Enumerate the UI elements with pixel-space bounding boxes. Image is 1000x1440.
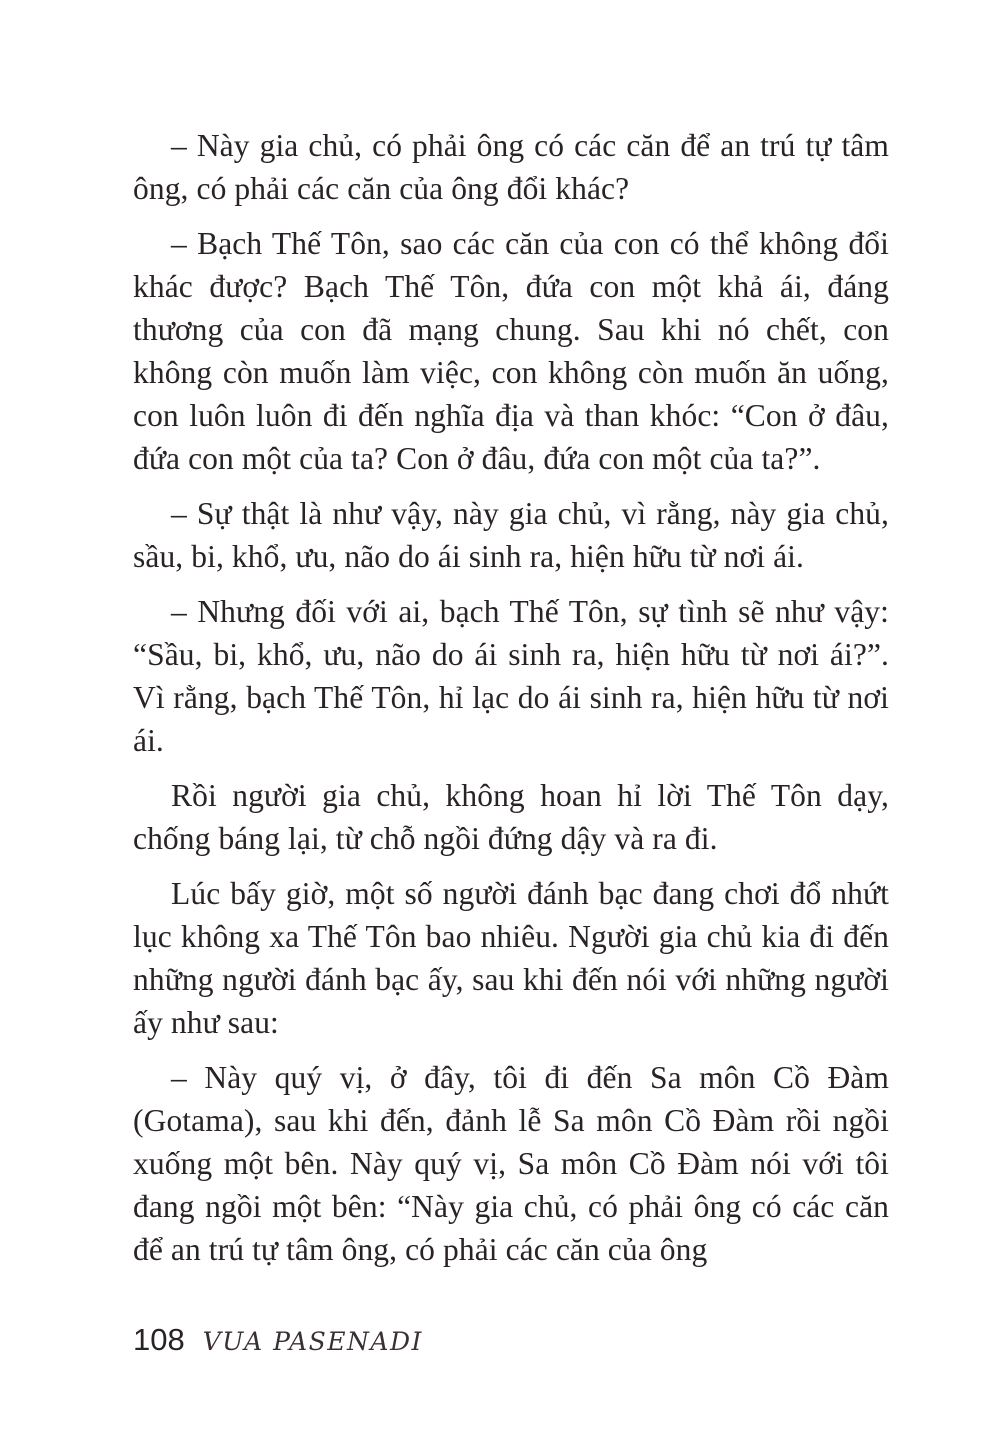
running-title: VUA PASENADI [202,1327,423,1356]
paragraph-4: – Nhưng đối với ai, bạch Thế Tôn, sự tình sẽ như vậy: “Sầu, bi, khổ, ưu, não do ái sinh ra, hiện hữu từ nơi ái?”. Vì rằng, bạch Thế Tôn, hỉ lạc do ái sinh ra, hiện hữu từ nơi ái. [133,594,889,758]
paragraph-3: – Sự thật là như vậy, này gia chủ, vì rằng, này gia chủ, sầu, bi, khổ, ưu, não do ái sinh ra, hiện hữu từ nơi ái. [133,496,889,574]
paragraph-7: – Này quý vị, ở đây, tôi đi đến Sa môn Cồ Đàm (Gotama), sau khi đến, đảnh lễ Sa môn Cồ Đàm rồi ngồi xuống một bên. Này quý vị, Sa môn Cồ Đàm nói với tôi đang ngồi một bên: “Này gia chủ, có phải ông có các căn để an trú tự tâm ông, có phải các căn của ông [133,1060,889,1267]
paragraph-5: Rồi người gia chủ, không hoan hỉ lời Thế Tôn dạy, chống báng lại, từ chỗ ngồi đứng dậy và ra đi. [133,778,889,856]
paragraph-6: Lúc bấy giờ, một số người đánh bạc đang chơi đổ nhứt lục không xa Thế Tôn bao nhiêu. Người gia chủ kia đi đến những người đánh bạc ấy, sau khi đến nói với những người ấy như sau: [133,876,889,1040]
page-number: 108 [133,1322,185,1357]
body-text [133,124,889,1283]
page-footer [133,1322,423,1362]
paragraph-1: – Này gia chủ, có phải ông có các căn để an trú tự tâm ông, có phải các căn của ông đổi khác? [133,128,889,206]
paragraph-2: – Bạch Thế Tôn, sao các căn của con có thể không đổi khác được? Bạch Thế Tôn, đứa con một khả ái, đáng thương của con đã mạng chung. Sau khi nó chết, con không còn muốn làm việc, con không còn muốn ăn uống, con luôn luôn đi đến nghĩa địa và than khóc: “Con ở đâu, đứa con một của ta? Con ở đâu, đứa con một của ta?”. [133,226,889,476]
